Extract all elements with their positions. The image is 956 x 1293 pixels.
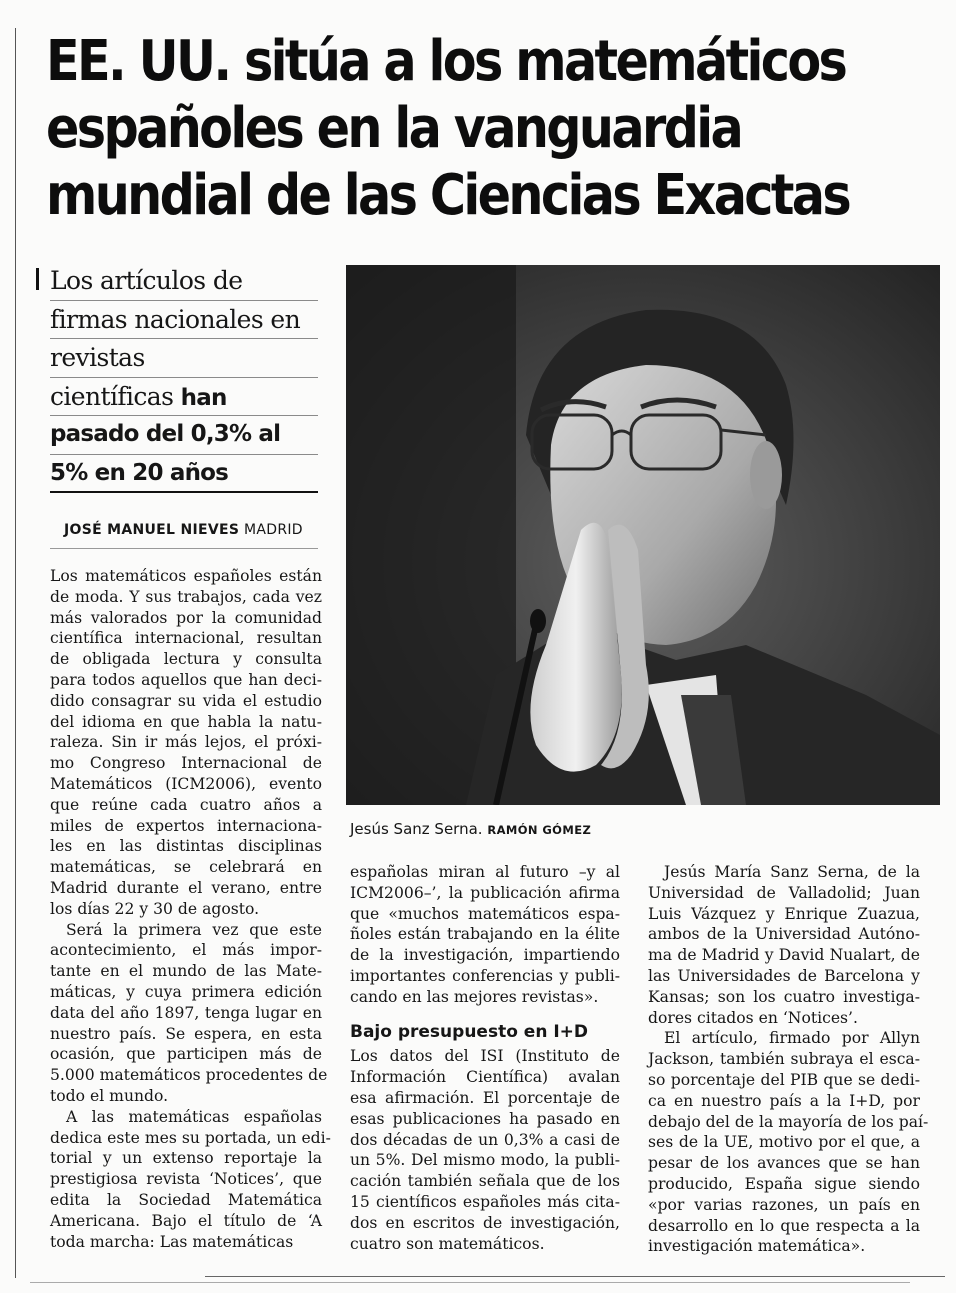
deck-bold-text: han: [180, 384, 227, 411]
text-line: dido consagrar su vida el estudio: [50, 691, 322, 710]
text-line: para todos aquellos que han deci-: [50, 670, 322, 689]
article-headline: [46, 28, 850, 229]
text-line: acontecimiento, el más impor-: [50, 941, 322, 960]
text-line: nuestro país. Se espera, en esta: [50, 1024, 322, 1043]
text-column-2: [350, 862, 620, 1254]
text-column-1: [50, 566, 331, 1252]
text-line: edita la Sociedad Matemática: [50, 1190, 322, 1209]
text-line: importantes conferencias y publi-: [350, 966, 620, 985]
text-line: de la investigación, impartiendo: [350, 946, 620, 965]
text-line: dedica este mes su portada, un edi-: [50, 1128, 331, 1147]
text-line: de obligada lectura y consulta: [50, 650, 322, 669]
text-line: Los datos del ISI (Instituto de: [350, 1047, 620, 1066]
text-line: debajo del de la mayoría de los paí-: [648, 1112, 929, 1131]
text-line: raleza. Sin ir más lejos, el próxi-: [50, 733, 322, 752]
text-line: Los matemáticos españoles están: [50, 567, 322, 585]
text-line: que reúne cada cuatro años a: [50, 795, 322, 814]
text-line: Información Científica) avalan: [350, 1068, 620, 1087]
text-line: 5.000 matemáticos procedentes de: [50, 1066, 328, 1085]
text-line: esa afirmación. El porcentaje de: [350, 1088, 620, 1107]
text-line: ma de Madrid y David Nualart, de: [648, 946, 920, 965]
text-line: prestigiosa revista ‘Notices’, que: [50, 1170, 322, 1189]
photo-image: [346, 265, 940, 805]
deck-line: Los artículos de: [50, 262, 318, 301]
text-line: que «muchos matemáticos espa-: [350, 904, 620, 923]
text-line: Jackson, también subraya el esca-: [648, 1050, 920, 1069]
text-line: Kansas; son los cuatro investiga-: [648, 987, 920, 1006]
byline-author: JOSÉ MANUEL NIEVES: [64, 522, 240, 538]
caption-name: Jesús Sanz Serna.: [350, 820, 483, 838]
text-line: Matemáticos (ICM2006), evento: [50, 774, 322, 793]
text-line: matemáticas, se celebrará en: [50, 858, 322, 877]
text-line: cuatro son matemáticos.: [350, 1234, 545, 1253]
text-line: pesar de los avances que se han: [648, 1154, 920, 1173]
text-line: los días 22 y 30 de agosto.: [50, 899, 260, 918]
text-line: de moda. Y sus trabajos, cada vez: [50, 587, 322, 606]
text-line: «por varias razones, un país en: [648, 1195, 920, 1214]
deck-line: [50, 378, 318, 417]
text-line: Luis Vázquez y Enrique Zuazua,: [648, 904, 920, 923]
section-subhead: Bajo presupuesto en I+D: [350, 1021, 589, 1042]
text-line: cando en las mejores revistas».: [350, 987, 599, 1006]
headline-line: EE. UU. sitúa a los matemáticos: [46, 29, 846, 94]
headline-line: españoles en la vanguardia: [46, 96, 742, 161]
text-line: dos décadas de un 0,3% a casi de: [350, 1130, 620, 1149]
byline-place: MADRID: [243, 522, 303, 538]
text-line: investigación matemática».: [648, 1237, 866, 1256]
text-line: desarrollo en lo que respecta a la: [648, 1216, 920, 1235]
bottom-rule: [205, 1276, 945, 1277]
text-line: todo el mundo.: [50, 1086, 169, 1105]
text-line: dores citados en ‘Notices’.: [648, 1008, 858, 1027]
text-line: producido, España sigue siendo: [648, 1174, 920, 1193]
deck-marker: [36, 268, 39, 290]
deck-line: revistas: [50, 339, 318, 378]
caption-credit: RAMÓN GÓMEZ: [487, 823, 592, 837]
photo-caption: [350, 820, 591, 838]
deck-line: firmas nacionales en: [50, 301, 318, 340]
text-line: ocasión, que participen más de: [50, 1045, 322, 1064]
page-margin-rule: [15, 28, 16, 1278]
text-line: A las matemáticas españolas: [66, 1107, 322, 1126]
text-line: esas publicaciones ha pasado en: [350, 1109, 620, 1128]
deck-line: pasado del 0,3% al: [50, 416, 318, 455]
bottom-rule: [30, 1282, 910, 1283]
byline: [64, 522, 303, 538]
text-line: dos en escritos de investigación,: [350, 1213, 620, 1232]
deck-text: científicas: [50, 381, 181, 411]
text-line: del idioma en que habla la natu-: [50, 712, 322, 731]
text-line: Madrid durante el verano, entre: [50, 878, 322, 897]
text-line: ñoles están trabajando en la élite: [350, 925, 620, 944]
text-line: máticas, y cuya primera edición: [50, 982, 322, 1001]
text-line: les en las distintas disciplinas: [50, 837, 322, 856]
text-line: so porcentaje del PIB que se dedi-: [648, 1070, 920, 1089]
text-line: 15 científicos españoles más cita-: [350, 1192, 620, 1211]
article-deck: [50, 262, 318, 492]
text-line: data del año 1897, tenga lugar en: [50, 1003, 322, 1022]
text-column-3: [648, 862, 929, 1257]
text-line: españolas miran al futuro –y al: [350, 863, 620, 881]
text-line: un 5%. Del mismo modo, la publi-: [350, 1151, 620, 1170]
text-line: cación también señala que de los: [350, 1172, 620, 1191]
text-line: toda marcha: Las matemáticas: [50, 1232, 294, 1251]
text-line: Jesús María Sanz Serna, de la: [664, 863, 920, 881]
text-line: Universidad de Valladolid; Juan: [648, 883, 920, 902]
text-line: El artículo, firmado por Allyn: [664, 1029, 920, 1048]
text-line: más valorados por la comunidad: [50, 608, 322, 627]
text-line: torial y un extenso reportaje la: [50, 1149, 322, 1168]
text-line: ICM2006–’, la publicación afirma: [350, 883, 620, 902]
text-line: ses de la UE, motivo por el que, a: [648, 1133, 920, 1152]
byline-top-rule: [50, 491, 318, 493]
text-line: ambos de la Universidad Autóno-: [648, 925, 920, 944]
text-line: Será la primera vez que este: [66, 920, 322, 939]
text-line: mo Congreso Internacional de: [50, 754, 322, 773]
text-line: ca en nuestro país a la I+D, por: [648, 1091, 920, 1110]
deck-line: 5% en 20 años: [50, 459, 229, 486]
text-line: Americana. Bajo el título de ‘A: [50, 1211, 322, 1230]
headline-line: mundial de las Ciencias Exactas: [46, 163, 850, 228]
text-line: las Universidades de Barcelona y: [648, 966, 920, 985]
text-line: científica internacional, resultan: [50, 629, 322, 648]
portrait-photo: [346, 265, 940, 805]
text-line: miles de expertos internaciona-: [50, 816, 322, 835]
byline-bottom-rule: [50, 548, 318, 549]
text-line: tante en el mundo de las Mate-: [50, 962, 322, 981]
